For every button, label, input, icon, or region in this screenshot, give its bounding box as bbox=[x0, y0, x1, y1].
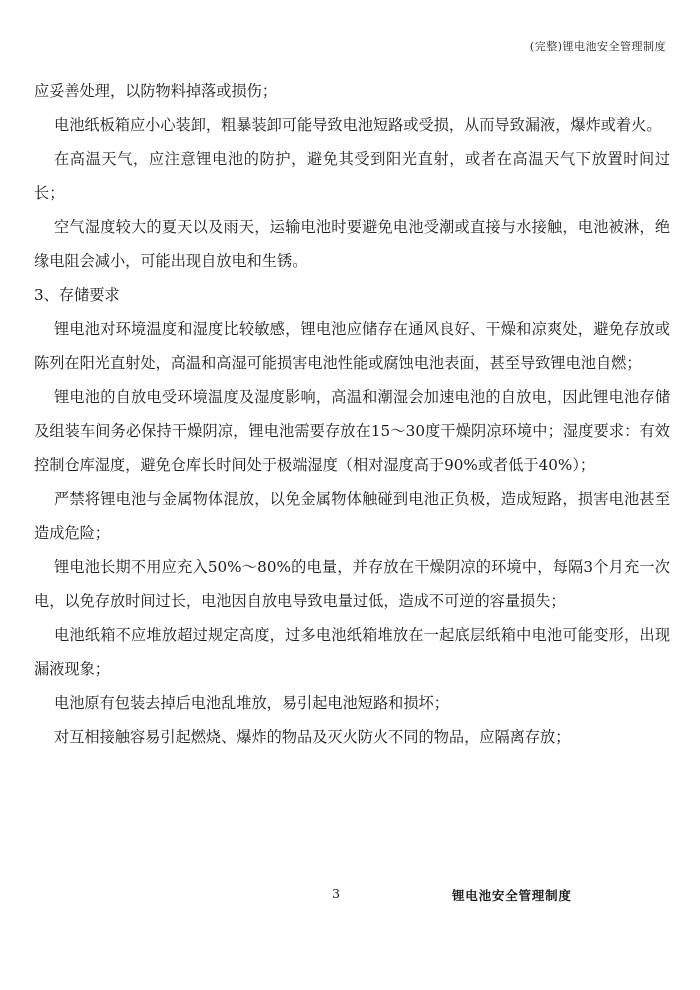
page-header bbox=[530, 38, 666, 54]
paragraph-after-6: 电池原有包装去掉后电池乱堆放，易引起电池短路和损坏； bbox=[54, 694, 449, 712]
paragraph-before-4: 空气湿度较大的夏天以及雨天，运输电池时要避免电池受潮或直接与水接触，电池被淋，绝缘电阻会减小，可能出现自放电和生锈。 bbox=[34, 218, 670, 270]
page-number: 3 bbox=[332, 886, 340, 901]
paragraph-before-1: 应妥善处理，以防物料掉落或损伤； bbox=[34, 82, 277, 100]
document-body bbox=[34, 74, 670, 754]
paragraph-before-3: 在高温天气，应注意锂电池的防护，避免其受到阳光直射，或者在高温天气下放置时间过长； bbox=[34, 150, 670, 202]
paragraph-after-5: 电池纸箱不应堆放超过规定高度，过多电池纸箱堆放在一起底层纸箱中电池可能变形，出现漏液现象； bbox=[34, 626, 670, 678]
paragraph-after-4: 锂电池长期不用应充入50%～80%的电量，并存放在干燥阴凉的环境中，每隔3个月充一次电，以免存放时间过长，电池因自放电导致电量过低，造成不可逆的容量损失； bbox=[34, 558, 670, 610]
paragraph-after-3: 严禁将锂电池与金属物体混放，以免金属物体触碰到电池正负极，造成短路，损害电池甚至造成危险； bbox=[34, 490, 670, 542]
footer-title: 锂电池安全管理制度 bbox=[452, 888, 572, 903]
paragraph-before-2: 电池纸板箱应小心装卸，粗暴装卸可能导致电池短路或受损，从而导致漏液，爆炸或着火。 bbox=[54, 116, 662, 134]
paragraph-after-1: 锂电池对环境温度和湿度比较敏感，锂电池应储存在通风良好、干燥和凉爽处，避免存放或陈列在阳光直射处，高温和高湿可能损害电池性能或腐蚀电池表面，甚至导致锂电池自燃； bbox=[34, 320, 670, 372]
paragraph-after-7: 对互相接触容易引起燃烧、爆炸的物品及灭火防火不同的物品，应隔离存放； bbox=[54, 728, 571, 746]
header-doc-title: (完整)锂电池安全管理制度 bbox=[529, 40, 666, 53]
section-heading: 3、存储要求 bbox=[34, 286, 120, 304]
paragraph-after-2: 锂电池的自放电受环境温度及湿度影响，高温和潮湿会加速电池的自放电，因此锂电池存储及组装车间务必保持干燥阴凉，锂电池需要存放在15～30度干燥阴凉环境中；湿度要求：有效控制仓库湿度，避免仓库长时间处于极端湿度（相对湿度高于90%或者低于40%）； bbox=[34, 388, 670, 474]
page-footer bbox=[0, 886, 700, 910]
